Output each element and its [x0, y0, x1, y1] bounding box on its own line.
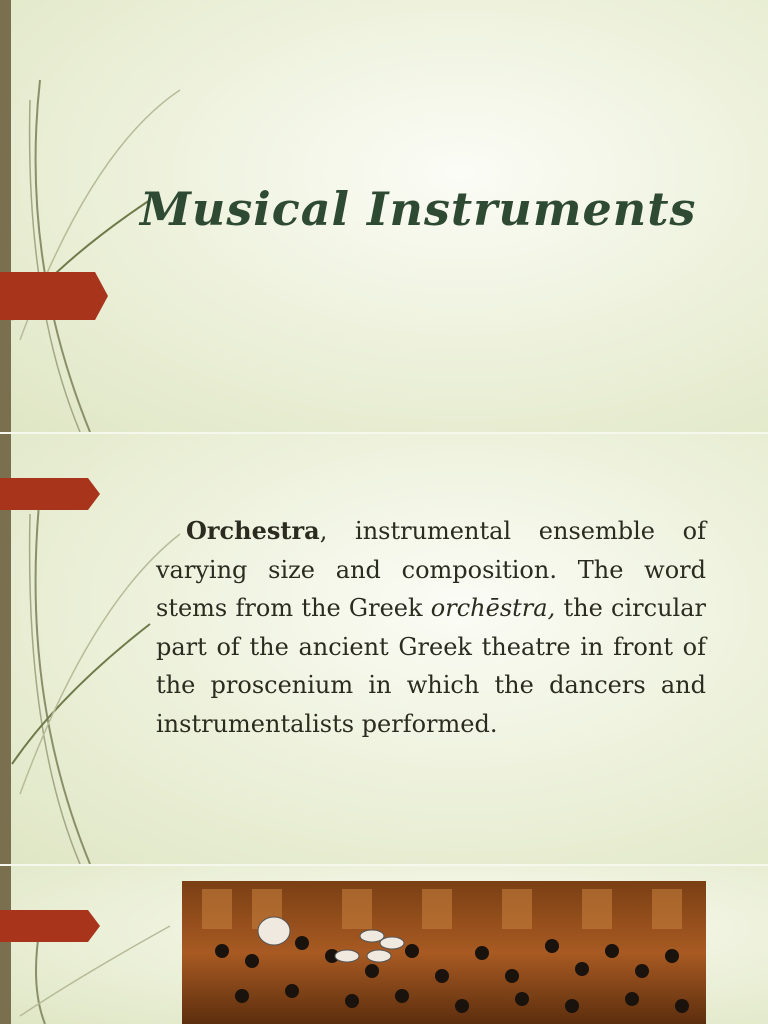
left-edge-bar — [0, 866, 11, 1024]
definition-text-b: the circular part of the ancient Greek theatre in front of the proscenium in which the dancers and instrumentalists performed. — [156, 594, 706, 738]
title-slide — [0, 0, 768, 432]
greek-term: orchēstra, — [430, 594, 556, 622]
slide-title: Musical Instruments — [140, 182, 697, 236]
decorative-swoosh — [0, 866, 200, 1024]
accent-tab — [0, 910, 100, 942]
definition-slide — [0, 434, 768, 864]
definition-paragraph — [156, 512, 706, 743]
left-edge-bar — [0, 0, 11, 432]
photo-slide — [0, 866, 768, 1024]
definition-text-a: , instrumental ensemble of varying size and composition. The word stems from the Greek — [156, 517, 706, 622]
accent-tab — [0, 478, 100, 510]
accent-tab — [0, 272, 108, 320]
orchestra-photo — [182, 881, 706, 1024]
term-orchestra: Orchestra — [186, 516, 320, 545]
